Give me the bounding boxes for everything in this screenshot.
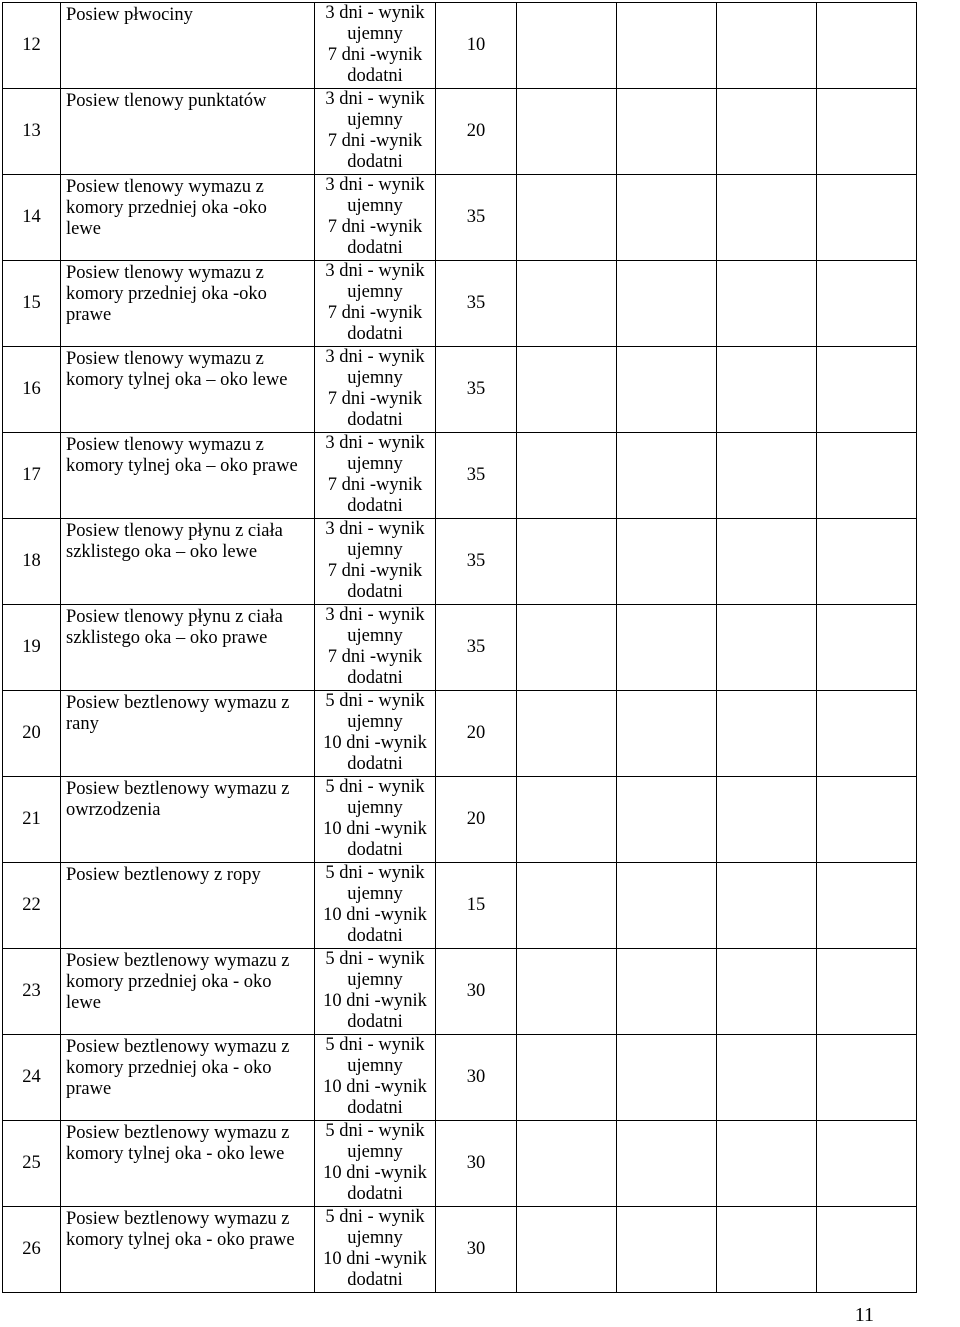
table-row (3, 1035, 917, 1121)
empty-cell (817, 863, 917, 949)
empty-cell (817, 949, 917, 1035)
row-number: 19 (3, 605, 61, 691)
row-number: 16 (3, 347, 61, 433)
empty-cell (617, 3, 717, 89)
test-name: Posiew beztlenowy z ropy (61, 863, 315, 949)
empty-cell (717, 949, 817, 1035)
row-number: 12 (3, 3, 61, 89)
services-table-body (3, 3, 917, 1293)
table-row (3, 3, 917, 89)
empty-cell (617, 1035, 717, 1121)
empty-cell (817, 519, 917, 605)
empty-cell (517, 433, 617, 519)
empty-cell (517, 691, 617, 777)
empty-cell (717, 691, 817, 777)
empty-cell (517, 3, 617, 89)
table-row (3, 519, 917, 605)
empty-cell (617, 519, 717, 605)
empty-cell (617, 347, 717, 433)
turnaround-time: 5 dni - wynik ujemny 10 dni -wynik dodatni (315, 1207, 436, 1293)
empty-cell (717, 777, 817, 863)
test-name: Posiew beztlenowy wymazu z rany (61, 691, 315, 777)
table-row (3, 949, 917, 1035)
quantity-value: 20 (436, 691, 517, 777)
empty-cell (517, 1207, 617, 1293)
table-row (3, 175, 917, 261)
test-name: Posiew tlenowy wymazu z komory przedniej oka -oko lewe (61, 175, 315, 261)
row-number: 20 (3, 691, 61, 777)
empty-cell (817, 433, 917, 519)
quantity-value: 35 (436, 347, 517, 433)
turnaround-time: 3 dni - wynik ujemny 7 dni -wynik dodatni (315, 175, 436, 261)
quantity-value: 35 (436, 433, 517, 519)
row-number: 21 (3, 777, 61, 863)
turnaround-time: 5 dni - wynik ujemny 10 dni -wynik dodatni (315, 949, 436, 1035)
row-number: 15 (3, 261, 61, 347)
empty-cell (517, 863, 617, 949)
empty-cell (817, 691, 917, 777)
quantity-value: 30 (436, 1035, 517, 1121)
test-name: Posiew beztlenowy wymazu z komory tylnej oka - oko lewe (61, 1121, 315, 1207)
empty-cell (717, 261, 817, 347)
empty-cell (817, 261, 917, 347)
empty-cell (817, 1035, 917, 1121)
test-name: Posiew tlenowy wymazu z komory przedniej oka -oko prawe (61, 261, 315, 347)
table-row (3, 863, 917, 949)
table-row (3, 605, 917, 691)
empty-cell (517, 519, 617, 605)
empty-cell (617, 777, 717, 863)
empty-cell (617, 949, 717, 1035)
empty-cell (617, 1121, 717, 1207)
empty-cell (517, 777, 617, 863)
row-number: 22 (3, 863, 61, 949)
test-name: Posiew tlenowy płynu z ciała szklistego oka – oko lewe (61, 519, 315, 605)
table-row (3, 89, 917, 175)
test-name: Posiew tlenowy wymazu z komory tylnej oka – oko prawe (61, 433, 315, 519)
test-name: Posiew beztlenowy wymazu z komory przedniej oka - oko prawe (61, 1035, 315, 1121)
turnaround-time: 5 dni - wynik ujemny 10 dni -wynik dodatni (315, 691, 436, 777)
row-number: 25 (3, 1121, 61, 1207)
turnaround-time: 3 dni - wynik ujemny 7 dni -wynik dodatni (315, 347, 436, 433)
quantity-value: 20 (436, 89, 517, 175)
quantity-value: 30 (436, 949, 517, 1035)
services-table (2, 2, 917, 1293)
page-number: 11 (854, 1304, 874, 1326)
empty-cell (617, 691, 717, 777)
empty-cell (617, 89, 717, 175)
turnaround-time: 3 dni - wynik ujemny 7 dni -wynik dodatni (315, 605, 436, 691)
empty-cell (717, 1207, 817, 1293)
empty-cell (717, 605, 817, 691)
turnaround-time: 5 dni - wynik ujemny 10 dni -wynik dodatni (315, 777, 436, 863)
empty-cell (517, 1121, 617, 1207)
quantity-value: 10 (436, 3, 517, 89)
row-number: 17 (3, 433, 61, 519)
quantity-value: 35 (436, 261, 517, 347)
row-number: 23 (3, 949, 61, 1035)
empty-cell (617, 175, 717, 261)
quantity-value: 30 (436, 1121, 517, 1207)
test-name: Posiew tlenowy punktatów (61, 89, 315, 175)
empty-cell (717, 433, 817, 519)
row-number: 18 (3, 519, 61, 605)
empty-cell (817, 175, 917, 261)
row-number: 13 (3, 89, 61, 175)
empty-cell (517, 261, 617, 347)
row-number: 24 (3, 1035, 61, 1121)
empty-cell (517, 949, 617, 1035)
turnaround-time: 5 dni - wynik ujemny 10 dni -wynik dodatni (315, 1121, 436, 1207)
quantity-value: 30 (436, 1207, 517, 1293)
table-row (3, 691, 917, 777)
test-name: Posiew beztlenowy wymazu z owrzodzenia (61, 777, 315, 863)
empty-cell (517, 347, 617, 433)
quantity-value: 35 (436, 605, 517, 691)
empty-cell (817, 3, 917, 89)
empty-cell (717, 863, 817, 949)
empty-cell (617, 433, 717, 519)
empty-cell (717, 519, 817, 605)
turnaround-time: 3 dni - wynik ujemny 7 dni -wynik dodatni (315, 433, 436, 519)
empty-cell (717, 1121, 817, 1207)
table-row (3, 777, 917, 863)
empty-cell (817, 89, 917, 175)
empty-cell (717, 347, 817, 433)
empty-cell (617, 605, 717, 691)
test-name: Posiew płwociny (61, 3, 315, 89)
empty-cell (817, 1207, 917, 1293)
quantity-value: 35 (436, 519, 517, 605)
quantity-value: 15 (436, 863, 517, 949)
empty-cell (617, 1207, 717, 1293)
test-name: Posiew tlenowy płynu z ciała szklistego oka – oko prawe (61, 605, 315, 691)
empty-cell (517, 1035, 617, 1121)
empty-cell (817, 347, 917, 433)
row-number: 14 (3, 175, 61, 261)
row-number: 26 (3, 1207, 61, 1293)
turnaround-time: 3 dni - wynik ujemny 7 dni -wynik dodatni (315, 519, 436, 605)
turnaround-time: 3 dni - wynik ujemny 7 dni -wynik dodatni (315, 3, 436, 89)
test-name: Posiew beztlenowy wymazu z komory tylnej oka - oko prawe (61, 1207, 315, 1293)
empty-cell (717, 175, 817, 261)
table-row (3, 1121, 917, 1207)
test-name: Posiew beztlenowy wymazu z komory przedniej oka - oko lewe (61, 949, 315, 1035)
empty-cell (717, 89, 817, 175)
empty-cell (817, 605, 917, 691)
quantity-value: 35 (436, 175, 517, 261)
empty-cell (717, 1035, 817, 1121)
table-row (3, 433, 917, 519)
empty-cell (617, 261, 717, 347)
table-row (3, 1207, 917, 1293)
empty-cell (517, 89, 617, 175)
test-name: Posiew tlenowy wymazu z komory tylnej oka – oko lewe (61, 347, 315, 433)
empty-cell (617, 863, 717, 949)
quantity-value: 20 (436, 777, 517, 863)
empty-cell (517, 605, 617, 691)
empty-cell (717, 3, 817, 89)
empty-cell (817, 1121, 917, 1207)
empty-cell (817, 777, 917, 863)
turnaround-time: 5 dni - wynik ujemny 10 dni -wynik dodatni (315, 1035, 436, 1121)
turnaround-time: 5 dni - wynik ujemny 10 dni -wynik dodatni (315, 863, 436, 949)
table-row (3, 347, 917, 433)
turnaround-time: 3 dni - wynik ujemny 7 dni -wynik dodatni (315, 89, 436, 175)
table-row (3, 261, 917, 347)
empty-cell (517, 175, 617, 261)
turnaround-time: 3 dni - wynik ujemny 7 dni -wynik dodatni (315, 261, 436, 347)
